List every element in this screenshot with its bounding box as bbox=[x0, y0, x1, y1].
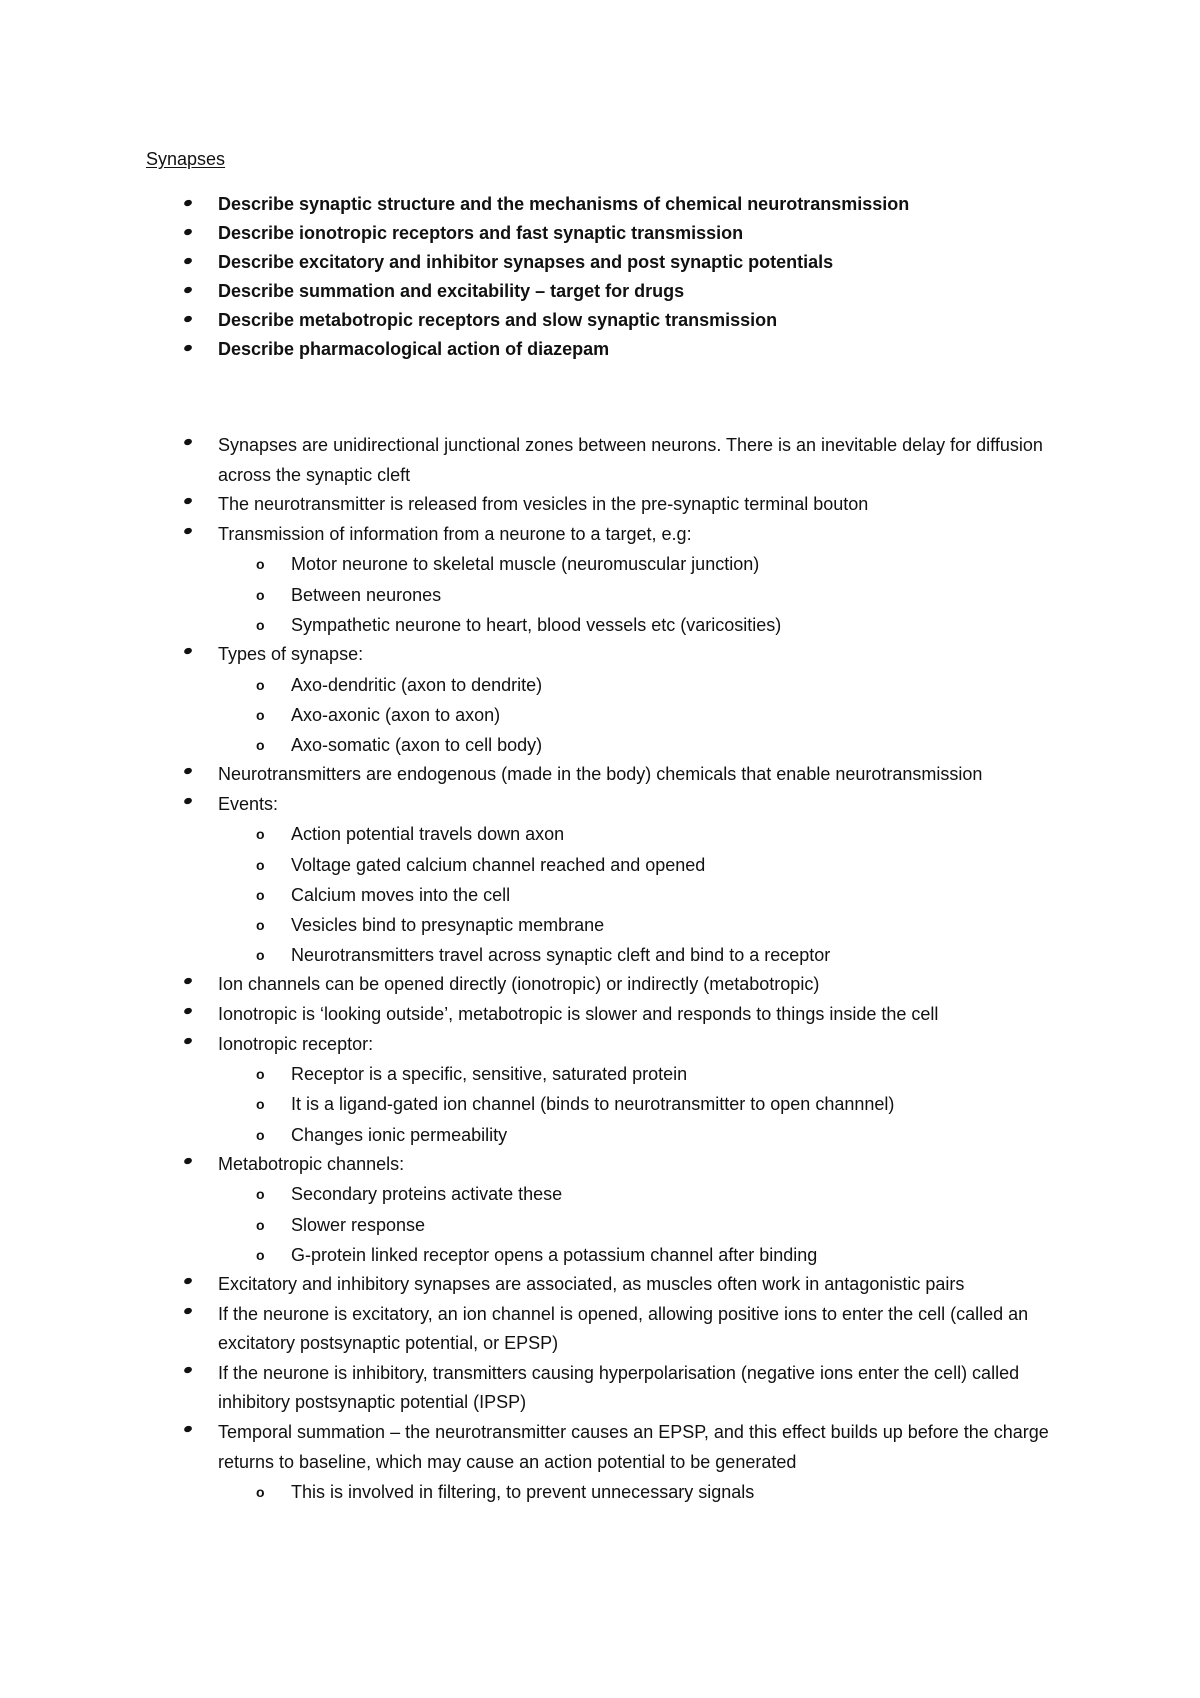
note-item bbox=[0, 520, 1200, 550]
bullet-icon bbox=[183, 1007, 193, 1015]
note-item bbox=[0, 1000, 1200, 1030]
sub-bullet-icon: o bbox=[256, 1126, 265, 1143]
note-item bbox=[0, 1359, 1200, 1418]
sub-bullet-icon: o bbox=[256, 736, 265, 753]
note-text: Synapses are unidirectional junctional zones between neurons. There is an inevitable delay for diffusion across the synaptic cleft bbox=[218, 435, 1043, 485]
bullet-icon bbox=[183, 228, 193, 236]
note-item bbox=[0, 1300, 1200, 1359]
note-text: G-protein linked receptor opens a potassium channel after binding bbox=[291, 1244, 818, 1265]
sub-bullet-icon: o bbox=[256, 1216, 265, 1233]
sub-bullet-icon: o bbox=[256, 556, 265, 573]
note-text: Neurotransmitters travel across synaptic cleft and bind to a receptor bbox=[291, 945, 831, 966]
note-text: Ionotropic receptor: bbox=[218, 1033, 374, 1054]
bullet-icon bbox=[183, 527, 193, 535]
note-text: Axo-somatic (axon to cell body) bbox=[291, 734, 543, 755]
objective-text: Describe metabotropic receptors and slow synaptic transmission bbox=[218, 310, 778, 330]
sub-bullet-icon: o bbox=[256, 1096, 265, 1113]
bullet-icon bbox=[183, 1366, 193, 1374]
note-subitem bbox=[0, 1477, 1200, 1507]
objective-item bbox=[0, 280, 1200, 309]
note-text: Axo-axonic (axon to axon) bbox=[291, 704, 501, 725]
bullet-icon bbox=[183, 438, 193, 446]
bullet-icon bbox=[183, 497, 193, 505]
objective-text: Describe pharmacological action of diazepam bbox=[218, 339, 610, 359]
sub-bullet-icon: o bbox=[256, 586, 265, 603]
note-subitem bbox=[0, 1120, 1200, 1150]
note-text: Changes ionic permeability bbox=[291, 1124, 508, 1145]
note-text: Temporal summation – the neurotransmitter causes an EPSP, and this effect builds up before the charge returns to baseline, which may cause an action potential to be generated bbox=[218, 1421, 1049, 1472]
note-text: Slower response bbox=[291, 1214, 426, 1235]
note-text: Action potential travels down axon bbox=[291, 824, 565, 845]
note-text: Excitatory and inhibitory synapses are associated, as muscles often work in antagonistic pairs bbox=[218, 1273, 965, 1294]
objective-item bbox=[0, 193, 1200, 222]
note-item bbox=[0, 760, 1200, 790]
page-title: Synapses bbox=[146, 149, 226, 169]
note-item bbox=[0, 490, 1200, 520]
note-text: Ionotropic is ‘looking outside’, metabotropic is slower and responds to things inside the cell bbox=[218, 1003, 939, 1024]
sub-bullet-icon: o bbox=[256, 856, 265, 873]
bullet-icon bbox=[183, 315, 193, 323]
note-item bbox=[0, 1418, 1200, 1477]
bullet-icon bbox=[183, 977, 193, 985]
sub-bullet-icon: o bbox=[256, 916, 265, 933]
note-item bbox=[0, 640, 1200, 670]
note-subitem bbox=[0, 580, 1200, 610]
bullet-icon bbox=[183, 1277, 193, 1285]
note-item bbox=[0, 790, 1200, 820]
note-text: If the neurone is excitatory, an ion channel is opened, allowing positive ions to enter the cell (called an excitatory postsynaptic potential, or EPSP) bbox=[218, 1303, 1029, 1354]
note-subitem bbox=[0, 819, 1200, 849]
objective-text: Describe excitatory and inhibitor synapses and post synaptic potentials bbox=[218, 252, 834, 272]
note-text: Transmission of information from a neurone to a target, e.g: bbox=[218, 523, 692, 544]
note-subitem bbox=[0, 549, 1200, 579]
objective-item bbox=[0, 222, 1200, 251]
note-subitem bbox=[0, 850, 1200, 880]
note-subitem bbox=[0, 1210, 1200, 1240]
note-item bbox=[0, 431, 1200, 490]
sub-bullet-icon: o bbox=[256, 616, 265, 633]
notes-list bbox=[0, 431, 1200, 1507]
note-text: Sympathetic neurone to heart, blood vessels etc (varicosities) bbox=[291, 614, 782, 635]
sub-bullet-icon: o bbox=[256, 676, 265, 693]
note-subitem bbox=[0, 1089, 1200, 1119]
note-text: If the neurone is inhibitory, transmitters causing hyperpolarisation (negative ions enter the cell) called inhibitory postsynaptic potential (IPSP) bbox=[218, 1362, 1020, 1413]
note-subitem bbox=[0, 940, 1200, 970]
note-text: It is a ligand-gated ion channel (binds to neurotransmitter to open channnel) bbox=[291, 1094, 895, 1115]
sub-bullet-icon: o bbox=[256, 826, 265, 843]
note-text: Ion channels can be opened directly (ionotropic) or indirectly (metabotropic) bbox=[218, 974, 820, 995]
note-subitem bbox=[0, 880, 1200, 910]
bullet-icon bbox=[183, 1157, 193, 1165]
bullet-icon bbox=[183, 286, 193, 294]
objectives-list bbox=[0, 193, 1200, 367]
objective-item bbox=[0, 251, 1200, 280]
objective-text: Describe summation and excitability – target for drugs bbox=[218, 281, 685, 301]
note-text: Axo-dendritic (axon to dendrite) bbox=[291, 674, 543, 695]
note-subitem bbox=[0, 670, 1200, 700]
note-subitem bbox=[0, 910, 1200, 940]
note-text: Events: bbox=[218, 793, 279, 814]
bullet-icon bbox=[183, 797, 193, 805]
note-subitem bbox=[0, 1059, 1200, 1089]
sub-bullet-icon: o bbox=[256, 886, 265, 903]
sub-bullet-icon: o bbox=[256, 1246, 265, 1263]
note-text: Calcium moves into the cell bbox=[291, 884, 511, 905]
note-subitem bbox=[0, 1179, 1200, 1209]
note-text: The neurotransmitter is released from vesicles in the pre-synaptic terminal bouton bbox=[218, 494, 869, 515]
note-subitem bbox=[0, 610, 1200, 640]
note-item bbox=[0, 1030, 1200, 1060]
bullet-icon bbox=[183, 767, 193, 775]
note-text: Receptor is a specific, sensitive, saturated protein bbox=[291, 1064, 688, 1085]
note-text: Voltage gated calcium channel reached and opened bbox=[291, 854, 706, 875]
note-text: Secondary proteins activate these bbox=[291, 1184, 563, 1205]
bullet-icon bbox=[183, 1306, 193, 1314]
sub-bullet-icon: o bbox=[256, 706, 265, 723]
objective-item bbox=[0, 309, 1200, 338]
note-text: Types of synapse: bbox=[218, 643, 364, 664]
sub-bullet-icon: o bbox=[256, 947, 265, 964]
objective-text: Describe synaptic structure and the mechanisms of chemical neurotransmission bbox=[218, 194, 910, 214]
note-text: Metabotropic channels: bbox=[218, 1153, 405, 1174]
sub-bullet-icon: o bbox=[256, 1066, 265, 1083]
bullet-icon bbox=[183, 257, 193, 265]
bullet-icon bbox=[183, 1425, 193, 1433]
bullet-icon bbox=[183, 199, 193, 207]
note-item bbox=[0, 1270, 1200, 1300]
bullet-icon bbox=[183, 1036, 193, 1044]
note-item bbox=[0, 970, 1200, 1000]
note-subitem bbox=[0, 730, 1200, 760]
note-text: Motor neurone to skeletal muscle (neuromuscular junction) bbox=[291, 554, 760, 575]
note-subitem bbox=[0, 1240, 1200, 1270]
objective-text: Describe ionotropic receptors and fast synaptic transmission bbox=[218, 223, 744, 243]
objective-item bbox=[0, 338, 1200, 367]
note-item bbox=[0, 1150, 1200, 1180]
note-subitem bbox=[0, 700, 1200, 730]
bullet-icon bbox=[183, 344, 193, 352]
note-text: This is involved in filtering, to prevent unnecessary signals bbox=[291, 1482, 755, 1503]
note-text: Neurotransmitters are endogenous (made in the body) chemicals that enable neurotransmission bbox=[218, 764, 983, 785]
bullet-icon bbox=[183, 647, 193, 655]
sub-bullet-icon: o bbox=[256, 1484, 265, 1501]
note-text: Vesicles bind to presynaptic membrane bbox=[291, 914, 605, 935]
sub-bullet-icon: o bbox=[256, 1186, 265, 1203]
note-text: Between neurones bbox=[291, 584, 442, 605]
